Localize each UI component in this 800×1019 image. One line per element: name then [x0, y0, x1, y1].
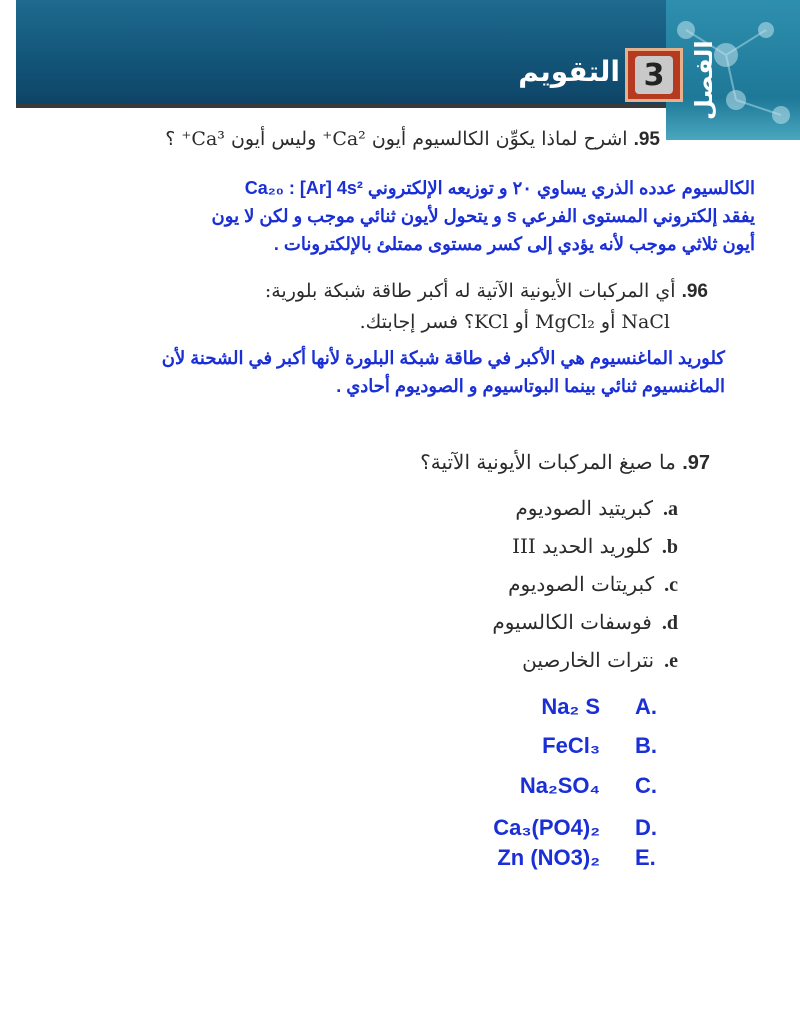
option-d: [378, 610, 678, 635]
question-96: [108, 280, 708, 303]
question-text: أي المركبات الأيونية الآتية له أكبر طاقة شبكة بلورية:: [264, 280, 676, 302]
formula-answer-c: [495, 773, 675, 803]
option-text: كبريتات الصوديوم: [508, 572, 655, 596]
option-text: فوسفات الكالسيوم: [492, 610, 652, 634]
answer-96-line-1: كلوريد الماغنسيوم هي الأكبر في طاقة شبكة البلورة لأنها أكبر في الشحنة لأن: [161, 348, 725, 368]
formula-answer-e: [495, 845, 675, 875]
option-text: كبريتيد الصوديوم: [515, 496, 653, 520]
formula-letter: A.: [635, 694, 657, 719]
formula-answer-b: [495, 733, 675, 763]
formula-answer-a: [495, 694, 675, 724]
formula-letter: E.: [635, 845, 656, 870]
answer-95-line-3: أيون ثلاثي موجب لأنه يؤدي إلى كسر مستوى ممتلئ بالإلكترونات .: [273, 234, 755, 254]
question-number: 97.: [682, 452, 710, 474]
header-divider: [16, 104, 666, 108]
formula-text: Ca₃(PO4)₂: [493, 815, 600, 840]
option-b: [378, 534, 678, 559]
chapter-label: الفصل: [690, 40, 718, 120]
option-text: نترات الخارصين: [522, 648, 655, 672]
option-letter: c.: [664, 574, 678, 596]
option-letter: e.: [664, 650, 678, 672]
answer-95-line-2: يفقد إلكتروني المستوى الفرعي s و يتحول لأيون ثنائي موجب و لكن لا يون: [211, 206, 755, 226]
formula-text: Na₂ S: [541, 694, 600, 719]
option-letter: b.: [661, 536, 678, 558]
option-text: كلوريد الحديد III: [512, 534, 652, 558]
option-letter: a.: [663, 498, 678, 520]
formula-letter: C.: [635, 773, 657, 798]
question-95: [60, 128, 660, 151]
formula-letter: B.: [635, 733, 657, 758]
question-96-line-2: NaCl أو MgCl₂ أو KCl؟ فسر إجابتك.: [359, 311, 670, 333]
formula-letter: D.: [635, 815, 657, 840]
answer-95-line-1: الكالسيوم عدده الذري يساوي ٢٠ و توزيعه الإلكتروني Ca₂₀ : [Ar] 4s²: [244, 178, 755, 198]
formula-text: Na₂SO₄: [519, 773, 600, 798]
formula-answer-d: [495, 815, 675, 845]
question-text: ما صيغ المركبات الأيونية الآتية؟: [420, 450, 676, 474]
chapter-number: 3: [635, 56, 673, 94]
answer-96-line-2: الماغنسيوم ثنائي بينما البوتاسيوم و الصوديوم أحادي .: [336, 376, 725, 396]
formula-text: Zn (NO3)₂: [497, 845, 600, 870]
section-title: التقويم: [518, 55, 620, 88]
question-number: 95.: [633, 129, 660, 150]
question-97: [210, 450, 710, 475]
option-e: [378, 648, 678, 673]
option-a: [378, 496, 678, 521]
question-number: 96.: [681, 281, 708, 302]
chapter-number-box: [625, 48, 683, 102]
formula-text: FeCl₃: [542, 733, 600, 758]
question-text: اشرح لماذا يكوِّن الكالسيوم أيون Ca²⁺ وليس أيون Ca³⁺ ؟: [165, 128, 628, 150]
option-c: [378, 572, 678, 597]
option-letter: d.: [661, 612, 678, 634]
